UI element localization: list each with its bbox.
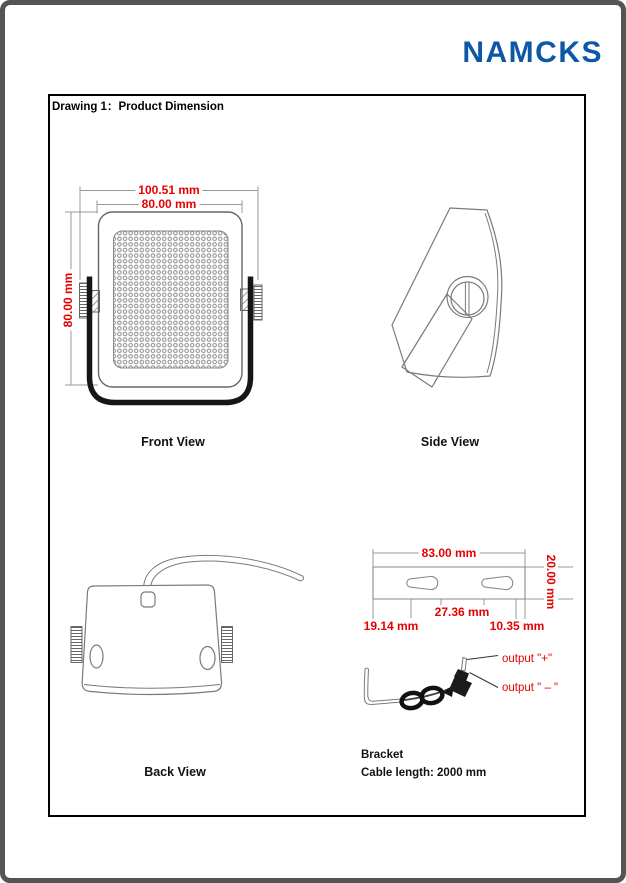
bracket-caption: Bracket: [361, 749, 404, 761]
knob-inner: [451, 282, 484, 315]
speaker-body-back: [82, 585, 221, 695]
dim-bracket-height: 20.00 mm: [544, 552, 558, 613]
leader-lines: [467, 656, 498, 688]
back-view-caption: Back View: [144, 765, 206, 779]
output-negative-label: output " – ": [502, 682, 559, 694]
bracket-wire: [364, 668, 401, 704]
knob-slot: [465, 283, 469, 315]
speaker-grille: [114, 231, 229, 368]
back-view-drawing: [65, 545, 315, 715]
dim-front-body-width: 80.00 mm: [139, 197, 200, 211]
right-knob-back: [222, 627, 233, 663]
knob-outer: [447, 277, 488, 318]
front-view-caption: Front View: [141, 435, 205, 449]
cable-assembly-drawing: [355, 650, 500, 722]
dim-front-overall-width: 100.51 mm: [135, 183, 202, 197]
speaker-body-front: [99, 212, 243, 387]
dim-bracket-width: 83.00 mm: [419, 546, 480, 560]
brand-logo: NAMCKS: [462, 36, 603, 69]
side-view-drawing: [390, 200, 505, 395]
front-view-drawing: [55, 180, 277, 415]
side-view-caption: Side View: [420, 435, 480, 449]
plug-pin: [462, 658, 467, 672]
cable-length-caption: Cable length: 2000 mm: [361, 767, 487, 779]
dim-bracket-slot-spacing: 27.36 mm: [432, 605, 493, 619]
bracket-plate: [373, 567, 525, 599]
dim-bracket-left-offset: 19.14 mm: [361, 619, 422, 633]
keyhole-slot-right: [482, 576, 513, 589]
dim-front-height: 80.00 mm: [61, 270, 75, 331]
output-positive-label: output "+": [502, 653, 553, 665]
dim-bracket-right-offset: 10.35 mm: [487, 619, 548, 633]
left-knob-back: [71, 627, 82, 663]
keyhole-slot-left: [407, 576, 438, 589]
drawing-title: Drawing 1：Product Dimension: [52, 101, 224, 113]
